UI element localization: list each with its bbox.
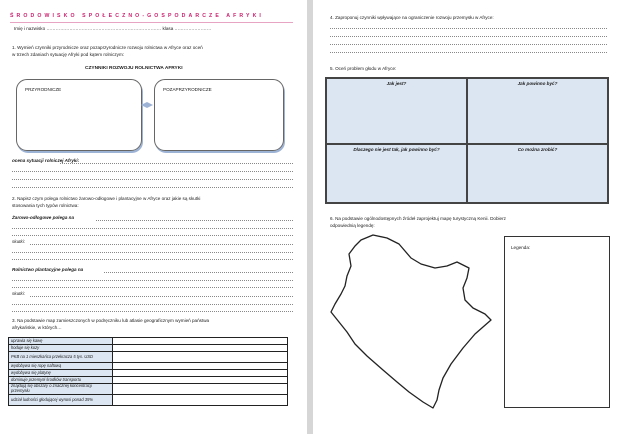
table-row: [9, 370, 288, 377]
answer-line[interactable]: [330, 36, 607, 37]
q5-text: 5. Oceń problem głodu w Afryce:: [330, 66, 397, 71]
table-answer-cell[interactable]: [113, 370, 288, 377]
answer-line[interactable]: [12, 259, 293, 260]
legend-label: Legenda:: [511, 245, 531, 250]
table-answer-cell[interactable]: [113, 352, 288, 363]
hunger-grid: [325, 77, 609, 204]
answer-line[interactable]: [30, 296, 293, 297]
q4-text: 4. Zaproponuj czynniki wpływające na ograniczenie rozwoju przemysłu w Afryce:: [330, 15, 494, 20]
non-natural-factors-label: POZAPRZYRODNICZE: [163, 87, 212, 92]
q6-text-line-2: odpowiednią legendę:: [330, 223, 375, 228]
answer-line[interactable]: [96, 220, 293, 221]
answer-line[interactable]: [30, 244, 293, 245]
table-row: [9, 338, 288, 345]
table-answer-cell[interactable]: [113, 345, 288, 352]
worksheet-page-2: [313, 0, 621, 434]
table-row: [9, 363, 288, 370]
answer-line[interactable]: [12, 235, 293, 236]
table-row-label: wydobywa się ropę naftową: [9, 363, 113, 370]
grid-cell-heading: Jak jest?: [386, 81, 407, 86]
answer-line[interactable]: [12, 171, 293, 172]
non-natural-factors-box[interactable]: [154, 79, 284, 151]
grid-cell-solution[interactable]: [467, 144, 608, 203]
answer-line[interactable]: [60, 163, 293, 164]
natural-factors-box[interactable]: [16, 79, 142, 151]
legend-box[interactable]: [504, 236, 610, 408]
table-row-label: udział ludności głodującej wynosi ponad 35%: [9, 395, 113, 406]
grid-cell-heading: Dlaczego nie jest tak, jak powinno być?: [353, 147, 440, 152]
answer-line[interactable]: [12, 287, 293, 288]
answer-line[interactable]: [12, 304, 293, 305]
name-class-field: Imię i nazwisko ………………………………………………………………… klasa ……………………: [14, 26, 212, 31]
answer-line[interactable]: [104, 272, 293, 273]
diagram-title: CZYNNIKI ROZWOJU ROLNICTWA AFRYKI: [85, 66, 183, 71]
table-row-label: hoduje się kozy: [9, 345, 113, 352]
q3-text-line-1: 3. Na podstawie map zamieszczonych w podręczniku lub atlasie geograficznym wymień państwa: [12, 318, 210, 323]
effects-label: skutki:: [12, 291, 26, 296]
q2-text-line-2: stosowania tych typów rolnictwa:: [12, 203, 79, 208]
answer-line[interactable]: [12, 311, 293, 312]
grid-cell-current[interactable]: [326, 78, 467, 144]
plantation-label: Rolnictwo plantacyjne polega na: [12, 267, 84, 272]
table-row-label: dominuje przemysł środków transportu: [9, 377, 113, 384]
worksheet-title: ŚRODOWISKO SPOŁECZNO-GOSPODARCZE AFRYKI: [10, 13, 264, 19]
answer-line[interactable]: [330, 28, 607, 29]
q2-text-line-1: 2. Napisz czym polega rolnictwo żarowo-odłogowe i plantacyjne w Afryce oraz jakie są skutki: [12, 196, 201, 201]
effects-label: skutki:: [12, 239, 26, 244]
answer-line[interactable]: [12, 179, 293, 180]
countries-table: [8, 337, 288, 406]
table-row: [9, 384, 288, 395]
assessment-label: ocena sytuacji rolniczej Afryki:: [12, 158, 80, 163]
q6-text-line-1: 6. Na podstawie ogólnodostępnych źródeł zaprojektuj mapę turystyczną Kenii. Dobierz: [330, 216, 506, 221]
answer-line[interactable]: [12, 187, 293, 188]
grid-cell-reason[interactable]: [326, 144, 467, 203]
table-row: [9, 395, 288, 406]
worksheet-page-1: [0, 0, 307, 434]
grid-cell-heading: Co można zrobić?: [517, 147, 558, 152]
table-answer-cell[interactable]: [113, 384, 288, 395]
table-row-label: wydobywa się platynę: [9, 370, 113, 377]
table-answer-cell[interactable]: [113, 377, 288, 384]
q1-text-line-1: 1. Wymień czynniki przyrodnicze oraz pozaprzyrodnicze rozwoju rolnictwa w Afryce oraz oceń: [12, 45, 203, 50]
q1-text-line-2: w trzech zdaniach sytuację Afryki pod kątem rolniczym:: [12, 52, 125, 57]
grid-cell-heading: Jak powinno być?: [517, 81, 558, 86]
natural-factors-label: PRZYRODNICZE: [25, 87, 62, 92]
grid-cell-target[interactable]: [467, 78, 608, 144]
table-answer-cell[interactable]: [113, 363, 288, 370]
answer-line[interactable]: [330, 44, 607, 45]
answer-line[interactable]: [12, 252, 293, 253]
slash-burn-label: Żarowo-odłogowe polega na: [12, 215, 75, 220]
table-answer-cell[interactable]: [113, 395, 288, 406]
q3-text-line-2: afrykańskie, w których…: [12, 325, 62, 330]
title-rule: [10, 22, 293, 23]
arrow-right-icon: [147, 102, 153, 108]
table-row: [9, 352, 288, 363]
answer-line[interactable]: [12, 280, 293, 281]
answer-line[interactable]: [330, 52, 607, 53]
table-answer-cell[interactable]: [113, 338, 288, 345]
table-row: [9, 345, 288, 352]
table-row-label: uprawia się kawę: [9, 338, 113, 345]
kenya-outline-map[interactable]: [325, 232, 499, 412]
table-row-label: PKB na 1 mieszkańca przekracza 5 tys. USD: [9, 352, 113, 363]
table-row-label: znajdują się obszary o znacznej koncentracji przemysłu: [9, 384, 113, 395]
answer-line[interactable]: [12, 228, 293, 229]
